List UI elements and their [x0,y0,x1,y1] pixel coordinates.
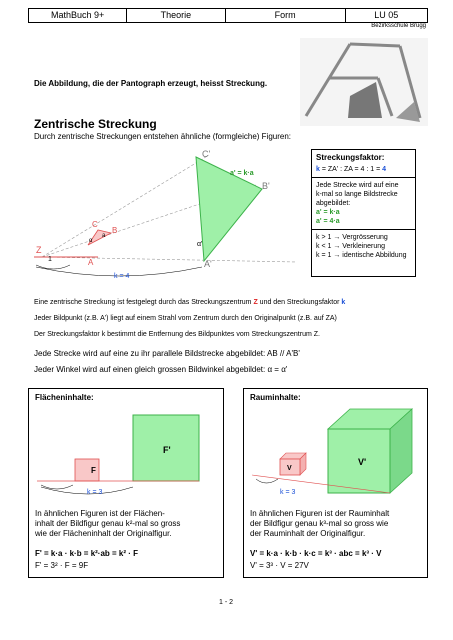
volume-k3: k = 3 [280,489,296,496]
section-subtitle: Durch zentrische Streckungen entstehen ähnliche (formgleiche) Figuren: [34,132,292,141]
sf-formula-a: a' = k·a [316,209,340,216]
label-c: C [92,220,98,229]
label-b-prime: B' [262,181,270,191]
label-side-a: a [102,233,106,239]
label-v: V [287,465,292,472]
sf-line1: Jede Strecke wird auf eine [316,182,399,189]
area-formula-example: F' = 3² · F = 9F [35,561,89,570]
volume-panel [243,388,428,578]
label-b: B [112,226,118,235]
label-f-prime: F' [163,445,171,455]
label-v-prime: V' [358,457,367,467]
stretch-diagram [34,145,310,280]
label-c-prime: C' [202,149,211,159]
label-a: A [88,258,94,267]
area-panel [28,388,224,578]
page-number: 1 - 2 [219,599,234,606]
volume-formula: V' = k·a · k·b · k·c = k³ · abc = k³ · V [250,549,382,558]
volume-formula-example: V' = 3³ · V = 27V [250,561,309,570]
header-unit: LU 05 [374,10,399,20]
header-table [28,8,428,23]
area-title: Flächeninhalte: [35,393,94,402]
label-z: Z [36,245,42,255]
volume-text: In ähnlichen Figuren ist der Rauminhalt der Bildfigur genau k³-mal so gross wie der Rauminhalt der Originalfigur. [250,509,390,538]
label-a-prime: A' [204,259,212,269]
paragraph-parallel: Jede Strecke wird auf eine zu ihr parallele Bildstrecke abgebildet: AB // A'B' [34,349,300,358]
label-alpha-prime: α' [197,241,203,248]
label-f: F [91,466,96,475]
paragraph-angle: Jeder Winkel wird auf einen gleich grossen Bildwinkel abgebildet: α = α' [34,365,288,374]
sf-line2: k-mal so lange Bildstrecke [316,191,398,198]
sf-case-greater: k > 1 → Vergrösserung [316,234,388,241]
label-one: 1 [48,256,52,263]
area-text: In ähnlichen Figuren ist der Flächen- inhalt der Bildfigur genau k²-mal so gross wie der Flächeninhalt der Originalfigur. [35,509,181,538]
sf-line3: abgebildet: [316,200,351,207]
stretch-factor-box [311,149,416,277]
volume-title: Rauminhalte: [250,393,301,402]
area-formula: F' = k·a · k·b = k²·ab = k² · F [35,549,139,558]
paragraph-image-point: Jeder Bildpunkt (z.B. A') liegt auf einem Strahl vom Zentrum durch den Originalpunkt (z.B. auf ZA) [34,315,337,322]
header-topic: Form [226,9,346,22]
sf-formula: k = ZA' : ZA = 4 : 1 = 4 [316,166,387,173]
school-name: Bezirksschule Brugg [371,23,426,29]
pantograph-image [300,38,428,126]
paragraph-factor: Der Streckungsfaktor k bestimmt die Entfernung des Bildpunktes vom Streckungszentrum Z. [34,331,320,338]
lead-sentence: Die Abbildung, die der Pantograph erzeugt, heisst Streckung. [34,79,268,88]
header-book: MathBuch 9+ [29,9,127,22]
area-k3: k = 3 [87,489,103,496]
volume-diagram [244,407,427,497]
paragraph-definition: Eine zentrische Streckung ist festgelegt durch das Streckungszentrum Z und den Streckungsfaktor k [34,299,346,306]
label-k4: k = 4 [114,273,130,280]
sf-case-equal: k = 1 → identische Abbildung [316,252,407,259]
area-diagram [29,409,223,495]
header-chapter: Theorie [127,9,225,22]
label-alpha: α [89,238,93,244]
sf-case-less: k < 1 → Verkleinerung [316,243,386,250]
label-a-prime-eq: a' = k·a [230,170,254,177]
sf-title: Streckungsfaktor: [316,153,385,162]
sf-formula-a4: a' = 4·a [316,218,340,225]
section-title: Zentrische Streckung [34,117,157,131]
